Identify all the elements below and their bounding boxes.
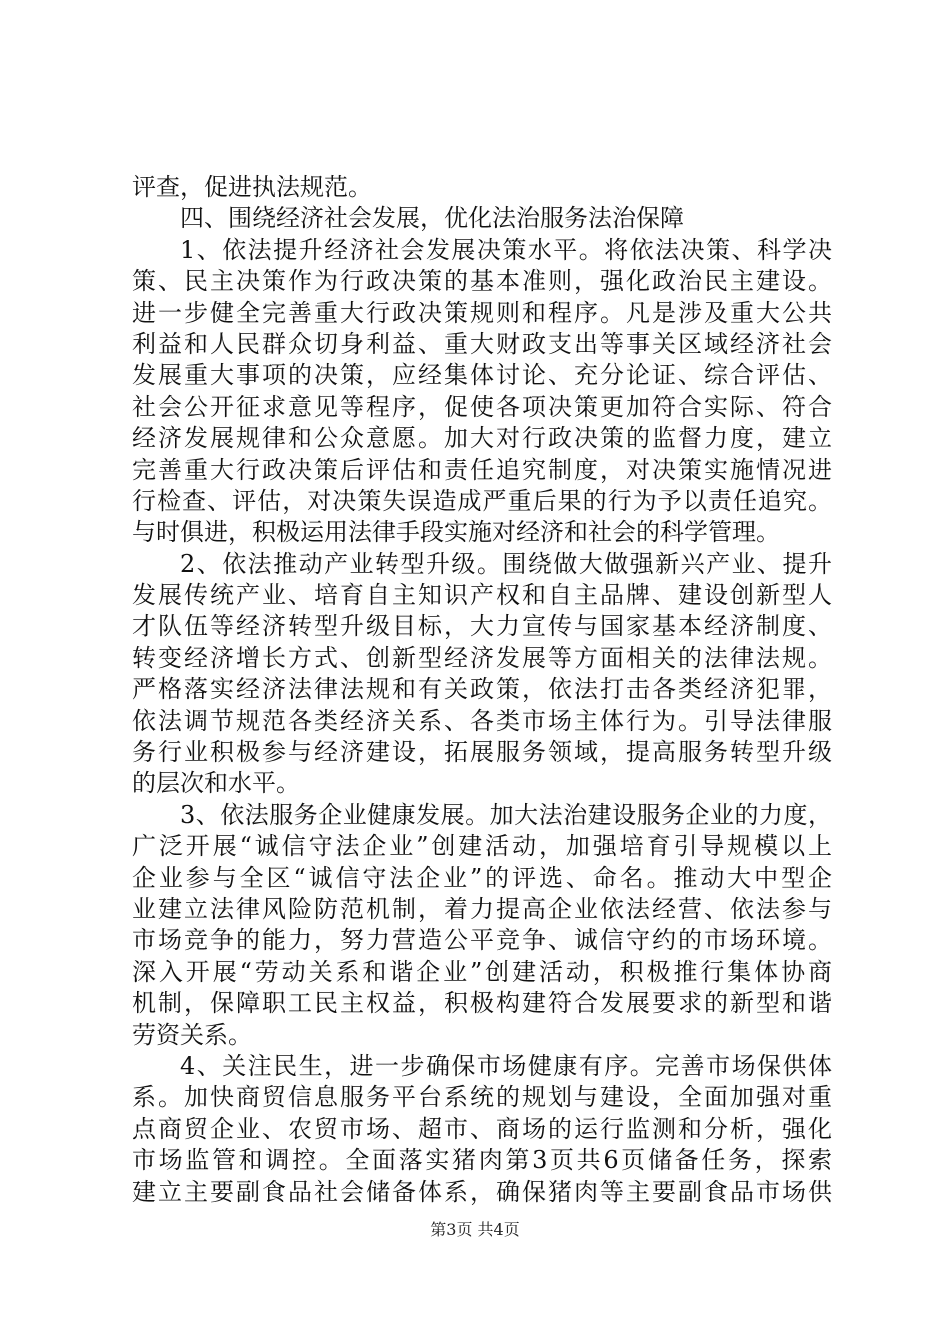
text-line: 2、依法推动产业转型升级。围绕做大做强新兴产业、提升 <box>180 549 832 578</box>
text-line: 市场监管和调控。全面落实猪肉第3页共6页储备任务，探索 <box>132 1146 832 1175</box>
text-line: 广泛开展“诚信守法企业”创建活动，加强培育引导规模以上 <box>132 832 832 861</box>
text-line: 机制，保障职工民主权益，积极构建符合发展要求的新型和谐 <box>132 989 832 1018</box>
text-line: 策、民主决策作为行政决策的基本准则，强化政治民主建设。 <box>132 267 832 296</box>
text-line: 的层次和水平。 <box>132 769 300 798</box>
text-line: 经济发展规律和公众意愿。加大对行政决策的监督力度，建立 <box>132 424 832 453</box>
text-line: 业建立法律风险防范机制，着力提高企业依法经营、依法参与 <box>132 894 832 923</box>
text-line: 点商贸企业、农贸市场、超市、商场的运行监测和分析，强化 <box>132 1114 832 1143</box>
text-line: 4、关注民生，进一步确保市场健康有序。完善市场保供体 <box>180 1051 832 1080</box>
text-line: 评查，促进执法规范。 <box>132 173 372 201</box>
text-line: 依法调节规范各类经济关系、各类市场主体行为。引导法律服 <box>132 706 832 735</box>
text-line: 转变经济增长方式、创新型经济发展等方面相关的法律法规。 <box>132 643 832 672</box>
text-line: 严格落实经济法律法规和有关政策，依法打击各类经济犯罪， <box>132 675 832 704</box>
text-line: 1、依法提升经济社会发展决策水平。将依法决策、科学决 <box>180 235 832 264</box>
text-line: 发展重大事项的决策，应经集体讨论、充分论证、综合评估、 <box>132 361 832 390</box>
text-line: 市场竞争的能力，努力营造公平竞争、诚信守约的市场环境。 <box>132 926 832 955</box>
text-line: 建立主要副食品社会储备体系，确保猪肉等主要副食品市场供 <box>132 1177 832 1206</box>
text-line: 深入开展“劳动关系和谐企业”创建活动，积极推行集体协商 <box>132 957 832 986</box>
page-footer: 第3页 共4页 <box>430 1220 520 1239</box>
text-line: 进一步健全完善重大行政决策规则和程序。凡是涉及重大公共 <box>132 298 832 327</box>
text-line: 行检查、评估，对决策失误造成严重后果的行为予以责任追究。 <box>132 486 832 515</box>
document-body <box>132 172 832 1208</box>
text-line: 完善重大行政决策后评估和责任追究制度，对决策实施情况进 <box>132 455 832 484</box>
text-line: 劳资关系。 <box>132 1020 252 1049</box>
text-line: 利益和人民群众切身利益、重大财政支出等事关区域经济社会 <box>132 329 832 358</box>
text-line: 企业参与全区“诚信守法企业”的评选、命名。推动大中型企 <box>132 863 832 892</box>
text-line: 务行业积极参与经济建设，拓展服务领域，提高服务转型升级 <box>132 738 832 767</box>
text-line: 才队伍等经济转型升级目标，大力宣传与国家基本经济制度、 <box>132 612 832 641</box>
text-line: 3、依法服务企业健康发展。加大法治建设服务企业的力度， <box>180 800 832 829</box>
section-heading: 四、围绕经济社会发展，优化法治服务法治保障 <box>180 204 684 233</box>
text-line: 与时俱进，积极运用法律手段实施对经济和社会的科学管理。 <box>132 518 780 547</box>
text-line: 社会公开征求意见等程序，促使各项决策更加符合实际、符合 <box>132 392 832 421</box>
text-line: 系。加快商贸信息服务平台系统的规划与建设，全面加强对重 <box>132 1083 832 1112</box>
text-line: 发展传统产业、培育自主知识产权和自主品牌、建设创新型人 <box>132 581 832 610</box>
